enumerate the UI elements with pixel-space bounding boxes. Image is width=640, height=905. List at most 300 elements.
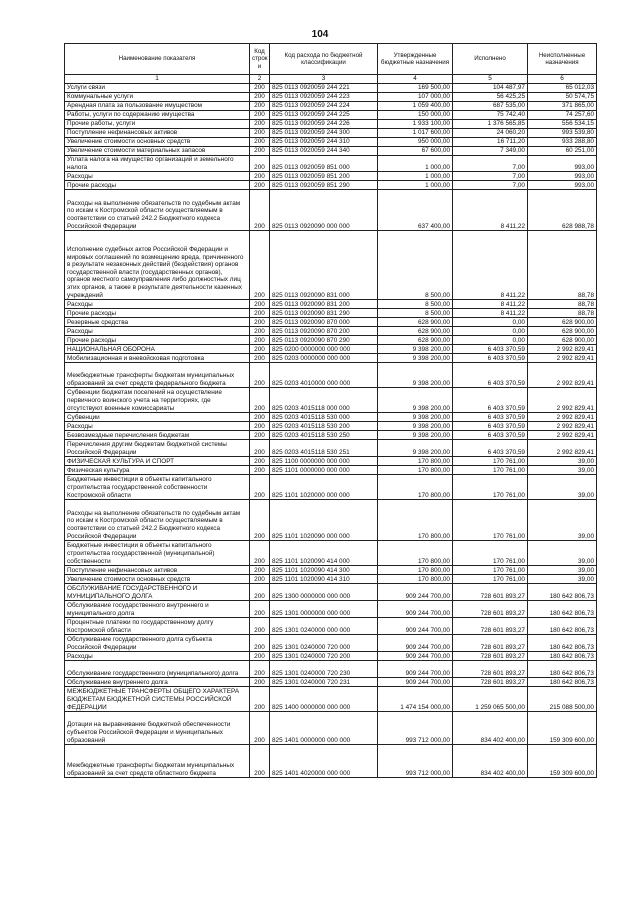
row-code: 200 [250, 156, 270, 172]
row-kbk: 825 1301 0240000 720 230 [270, 661, 378, 678]
row-kbk: 825 0113 0920090 831 000 [270, 231, 378, 300]
row-executed: 728 601 893,27 [453, 661, 528, 678]
table-row [65, 327, 597, 336]
row-name: Межбюджетные трансферты бюджетам муниципальных образований за счет средств федерального бюджета [65, 363, 250, 388]
row-code: 200 [250, 575, 270, 584]
row-unexecuted: 159 309 600,00 [528, 712, 597, 745]
row-code: 200 [250, 422, 270, 431]
row-approved: 909 244 700,00 [378, 618, 453, 635]
row-name: Мобилизационная и вневойсковая подготовка [65, 354, 250, 363]
row-unexecuted: 993,00 [528, 172, 597, 181]
row-approved: 1 000,00 [378, 172, 453, 181]
row-approved: 170 800,00 [378, 541, 453, 566]
header-kbk: Код расхода по бюджетной классификации [270, 44, 378, 75]
table-row [65, 745, 597, 778]
row-name: Обслуживание государственного долга субъекта Российской Федерации [65, 635, 250, 652]
row-approved: 909 244 700,00 [378, 601, 453, 618]
row-kbk: 825 0113 0920059 244 340 [270, 147, 378, 156]
row-executed: 6 403 370,59 [453, 345, 528, 354]
row-executed: 6 403 370,59 [453, 422, 528, 431]
row-name: Обслуживание государственного (муниципального) долга [65, 661, 250, 678]
row-name: Прочие расходы [65, 181, 250, 190]
row-approved: 1 474 154 000,00 [378, 687, 453, 712]
row-kbk: 825 0203 4015118 530 200 [270, 422, 378, 431]
table-row [65, 712, 597, 745]
row-name: Расходы [65, 652, 250, 661]
table-row [65, 422, 597, 431]
row-unexecuted: 2 992 829,41 [528, 363, 597, 388]
row-kbk: 825 1301 0000000 000 000 [270, 601, 378, 618]
row-code: 200 [250, 541, 270, 566]
row-unexecuted: 180 642 806,73 [528, 678, 597, 687]
row-code: 200 [250, 661, 270, 678]
row-code: 200 [250, 111, 270, 120]
row-name: Увеличение стоимости основных средств [65, 575, 250, 584]
table-row [65, 138, 597, 147]
row-executed: 728 601 893,27 [453, 618, 528, 635]
row-kbk: 825 0113 0920090 870 000 [270, 318, 378, 327]
budget-execution-table [64, 43, 597, 778]
row-executed: 728 601 893,27 [453, 635, 528, 652]
row-approved: 950 000,00 [378, 138, 453, 147]
table-row [65, 652, 597, 661]
row-approved: 170 800,00 [378, 500, 453, 541]
table-row [65, 363, 597, 388]
row-approved: 9 398 200,00 [378, 345, 453, 354]
table-row [65, 231, 597, 300]
row-executed: 728 601 893,27 [453, 584, 528, 601]
row-approved: 909 244 700,00 [378, 584, 453, 601]
row-kbk: 825 0113 0920090 831 200 [270, 300, 378, 309]
row-executed: 7,00 [453, 181, 528, 190]
header-row [65, 44, 597, 75]
row-name: Обслуживание внутреннего долга [65, 678, 250, 687]
table-row [65, 541, 597, 566]
row-approved: 8 500,00 [378, 231, 453, 300]
row-kbk: 825 0203 4015118 000 000 [270, 388, 378, 413]
row-approved: 1 059 400,00 [378, 102, 453, 111]
row-code: 200 [250, 413, 270, 422]
table-row [65, 388, 597, 413]
row-code: 200 [250, 678, 270, 687]
table-row [65, 618, 597, 635]
table-row [65, 84, 597, 93]
row-code: 200 [250, 172, 270, 181]
row-executed: 170 761,00 [453, 500, 528, 541]
row-kbk: 825 0113 0920090 831 290 [270, 309, 378, 318]
row-kbk: 825 0200 0000000 000 000 [270, 345, 378, 354]
row-kbk: 825 0113 0920059 244 310 [270, 138, 378, 147]
row-executed: 170 761,00 [453, 466, 528, 475]
row-unexecuted: 60 251,00 [528, 147, 597, 156]
column-number: 3 [270, 75, 378, 84]
row-approved: 9 398 200,00 [378, 388, 453, 413]
row-kbk: 825 1301 0240000 000 000 [270, 618, 378, 635]
row-code: 200 [250, 652, 270, 661]
row-code: 200 [250, 327, 270, 336]
row-name: Коммунальные услуги [65, 93, 250, 102]
row-approved: 628 900,00 [378, 336, 453, 345]
row-executed: 104 487,97 [453, 84, 528, 93]
row-name: Прочие расходы [65, 336, 250, 345]
table-row [65, 336, 597, 345]
row-executed: 7,00 [453, 156, 528, 172]
row-executed: 7,00 [453, 172, 528, 181]
row-approved: 909 244 700,00 [378, 661, 453, 678]
row-kbk: 825 0113 0920059 851 290 [270, 181, 378, 190]
row-executed: 75 742,40 [453, 111, 528, 120]
row-code: 200 [250, 566, 270, 575]
row-executed: 56 425,25 [453, 93, 528, 102]
row-name: Расходы [65, 327, 250, 336]
row-name: Увеличение стоимости материальных запасов [65, 147, 250, 156]
row-code: 200 [250, 190, 270, 231]
row-name: Поступление нефинансовых активов [65, 566, 250, 575]
row-kbk: 825 1101 1020000 000 000 [270, 475, 378, 500]
row-unexecuted: 2 992 829,41 [528, 388, 597, 413]
row-code: 200 [250, 120, 270, 129]
row-kbk: 825 0113 0920059 244 221 [270, 84, 378, 93]
row-approved: 170 800,00 [378, 575, 453, 584]
row-approved: 1 017 600,00 [378, 129, 453, 138]
row-unexecuted: 628 988,78 [528, 190, 597, 231]
row-code: 200 [250, 363, 270, 388]
row-kbk: 825 0203 4015118 530 251 [270, 440, 378, 457]
row-name: Исполнение судебных актов Российской Федерации и мировых соглашений по возмещению вреда, причиненного в результате незаконных действий (бездействия) органов государственной власти (государственных органов), органов местного самоуправления либо должностных лиц этих органов, а также в результате деятельности казенных учреждений [65, 231, 250, 300]
row-kbk: 825 1101 1020090 414 300 [270, 566, 378, 575]
row-executed: 170 761,00 [453, 566, 528, 575]
row-name: Увеличение стоимости основных средств [65, 138, 250, 147]
column-number: 4 [378, 75, 453, 84]
row-code: 200 [250, 475, 270, 500]
row-code: 200 [250, 457, 270, 466]
row-kbk: 825 0203 4015118 530 250 [270, 431, 378, 440]
row-name: Услуги связи [65, 84, 250, 93]
row-unexecuted: 180 642 806,73 [528, 618, 597, 635]
table-row [65, 440, 597, 457]
row-code: 200 [250, 84, 270, 93]
table-row [65, 102, 597, 111]
table-row [65, 678, 597, 687]
row-kbk: 825 1101 1020090 414 000 [270, 541, 378, 566]
row-name: ФИЗИЧЕСКАЯ КУЛЬТУРА И СПОРТ [65, 457, 250, 466]
row-name: Арендная плата за пользование имуществом [65, 102, 250, 111]
table-row [65, 661, 597, 678]
header-executed: Исполнено [453, 44, 528, 75]
row-code: 200 [250, 318, 270, 327]
table-row [65, 300, 597, 309]
row-executed: 728 601 893,27 [453, 601, 528, 618]
row-executed: 170 761,00 [453, 457, 528, 466]
row-unexecuted: 39,00 [528, 475, 597, 500]
row-code: 200 [250, 129, 270, 138]
row-name: Расходы на выполнение обязательств по судебным актам по искам к Костромской области осуществляемым в соответствии со статьей 242.2 Бюджетного кодекса Российской Федерации [65, 500, 250, 541]
row-unexecuted: 39,00 [528, 566, 597, 575]
row-unexecuted: 993,00 [528, 181, 597, 190]
row-executed: 0,00 [453, 327, 528, 336]
row-kbk: 825 0113 0920059 851 000 [270, 156, 378, 172]
row-unexecuted: 628 900,00 [528, 336, 597, 345]
row-unexecuted: 933 288,80 [528, 138, 597, 147]
row-approved: 107 000,00 [378, 93, 453, 102]
row-unexecuted: 88,78 [528, 309, 597, 318]
row-approved: 1 933 100,00 [378, 120, 453, 129]
row-code: 200 [250, 687, 270, 712]
row-unexecuted: 159 309 600,00 [528, 745, 597, 778]
row-unexecuted: 371 865,00 [528, 102, 597, 111]
row-executed: 7 349,00 [453, 147, 528, 156]
row-name: Резервные средства [65, 318, 250, 327]
row-executed: 6 403 370,59 [453, 431, 528, 440]
row-kbk: 825 0113 0920059 244 300 [270, 129, 378, 138]
row-code: 200 [250, 345, 270, 354]
row-kbk: 825 1101 0000000 000 000 [270, 466, 378, 475]
table-row [65, 345, 597, 354]
row-executed: 728 601 893,27 [453, 652, 528, 661]
row-unexecuted: 556 534,15 [528, 120, 597, 129]
row-code: 200 [250, 354, 270, 363]
row-approved: 67 600,00 [378, 147, 453, 156]
row-name: Межбюджетные трансферты бюджетам муниципальных образований за счет средств областного бюджета [65, 745, 250, 778]
row-executed: 170 761,00 [453, 475, 528, 500]
header-code: Код строк и [250, 44, 270, 75]
row-unexecuted: 39,00 [528, 500, 597, 541]
row-executed: 834 402 400,00 [453, 712, 528, 745]
row-code: 200 [250, 93, 270, 102]
table-row [65, 111, 597, 120]
row-approved: 909 244 700,00 [378, 678, 453, 687]
row-name: Бюджетные инвестиции в объекты капитального строительства государственной (муниципальной) собственности [65, 541, 250, 566]
row-kbk: 825 1301 0240000 720 231 [270, 678, 378, 687]
row-approved: 150 000,00 [378, 111, 453, 120]
row-code: 200 [250, 181, 270, 190]
header-name: Наименование показателя [65, 44, 250, 75]
row-name: МЕЖБЮДЖЕТНЫЕ ТРАНСФЕРТЫ ОБЩЕГО ХАРАКТЕРА БЮДЖЕТАМ БЮДЖЕТНОЙ СИСТЕМЫ РОССИЙСКОЙ ФЕДЕРАЦИИ [65, 687, 250, 712]
row-name: Прочие работы, услуги [65, 120, 250, 129]
row-name: Уплата налога на имущество организаций и земельного налога [65, 156, 250, 172]
table-row [65, 156, 597, 172]
row-name: Расходы [65, 172, 250, 181]
row-code: 200 [250, 309, 270, 318]
table-row [65, 601, 597, 618]
row-unexecuted: 74 257,60 [528, 111, 597, 120]
table-row [65, 354, 597, 363]
row-approved: 9 398 200,00 [378, 431, 453, 440]
row-kbk: 825 1100 0000000 000 000 [270, 457, 378, 466]
row-executed: 1 259 065 500,00 [453, 687, 528, 712]
row-kbk: 825 0203 0000000 000 000 [270, 354, 378, 363]
column-number: 5 [453, 75, 528, 84]
row-executed: 6 403 370,59 [453, 354, 528, 363]
table-row [65, 93, 597, 102]
row-executed: 687 535,00 [453, 102, 528, 111]
row-code: 200 [250, 500, 270, 541]
row-approved: 1 000,00 [378, 181, 453, 190]
row-executed: 6 403 370,59 [453, 388, 528, 413]
row-approved: 9 398 200,00 [378, 440, 453, 457]
row-kbk: 825 0113 0920059 244 226 [270, 120, 378, 129]
table-row [65, 190, 597, 231]
row-name: ОБСЛУЖИВАНИЕ ГОСУДАРСТВЕННОГО И МУНИЦИПАЛЬНОГО ДОЛГА [65, 584, 250, 601]
row-unexecuted: 39,00 [528, 541, 597, 566]
row-name: Прочие расходы [65, 309, 250, 318]
row-code: 200 [250, 231, 270, 300]
row-unexecuted: 2 992 829,41 [528, 345, 597, 354]
row-kbk: 825 0113 0920059 851 200 [270, 172, 378, 181]
row-unexecuted: 39,00 [528, 466, 597, 475]
row-unexecuted: 39,00 [528, 575, 597, 584]
table-row [65, 566, 597, 575]
table-row [65, 500, 597, 541]
row-unexecuted: 39,00 [528, 457, 597, 466]
table-row [65, 120, 597, 129]
table-row [65, 172, 597, 181]
row-kbk: 825 1101 1020090 000 000 [270, 500, 378, 541]
row-approved: 909 244 700,00 [378, 635, 453, 652]
row-approved: 637 400,00 [378, 190, 453, 231]
row-unexecuted: 180 642 806,73 [528, 661, 597, 678]
row-code: 200 [250, 138, 270, 147]
row-executed: 6 403 370,59 [453, 363, 528, 388]
page-number: 104 [311, 29, 329, 40]
row-name: НАЦИОНАЛЬНАЯ ОБОРОНА [65, 345, 250, 354]
row-executed: 8 411,22 [453, 190, 528, 231]
table-row [65, 309, 597, 318]
column-number: 1 [65, 75, 250, 84]
row-name: Безвозмездные перечисления бюджетам [65, 431, 250, 440]
column-number-row [65, 75, 597, 84]
row-unexecuted: 993,00 [528, 156, 597, 172]
table-row [65, 466, 597, 475]
row-unexecuted: 180 642 806,73 [528, 601, 597, 618]
row-code: 200 [250, 300, 270, 309]
row-kbk: 825 1400 0000000 000 000 [270, 687, 378, 712]
row-approved: 9 398 200,00 [378, 422, 453, 431]
row-kbk: 825 1101 1020090 414 310 [270, 575, 378, 584]
row-kbk: 825 1401 0000000 000 000 [270, 712, 378, 745]
column-number: 6 [528, 75, 597, 84]
row-unexecuted: 628 900,00 [528, 318, 597, 327]
row-unexecuted: 50 574,75 [528, 93, 597, 102]
row-name: Бюджетные инвестиции в объекты капитального строительства государственной собственности Костромской области [65, 475, 250, 500]
row-unexecuted: 215 088 500,00 [528, 687, 597, 712]
row-code: 200 [250, 584, 270, 601]
row-executed: 728 601 893,27 [453, 678, 528, 687]
row-name: Субвенции [65, 413, 250, 422]
row-approved: 628 900,00 [378, 327, 453, 336]
row-kbk: 825 0203 4015118 530 000 [270, 413, 378, 422]
row-kbk: 825 0113 0920090 870 290 [270, 336, 378, 345]
row-approved: 993 712 000,00 [378, 712, 453, 745]
row-approved: 170 800,00 [378, 457, 453, 466]
row-unexecuted: 628 900,00 [528, 327, 597, 336]
row-name: Дотации на выравнивание бюджетной обеспеченности субъектов Российской Федерации и муниципальных образований [65, 712, 250, 745]
row-executed: 8 411,22 [453, 300, 528, 309]
row-approved: 993 712 000,00 [378, 745, 453, 778]
row-approved: 8 500,00 [378, 300, 453, 309]
table-row [65, 413, 597, 422]
row-unexecuted: 2 992 829,41 [528, 440, 597, 457]
row-approved: 628 900,00 [378, 318, 453, 327]
row-kbk: 825 0113 0920059 244 224 [270, 102, 378, 111]
row-kbk: 825 1301 0240000 720 200 [270, 652, 378, 661]
row-approved: 9 398 200,00 [378, 354, 453, 363]
row-executed: 16 711,20 [453, 138, 528, 147]
row-executed: 6 403 370,59 [453, 440, 528, 457]
table-row [65, 575, 597, 584]
row-kbk: 825 0113 0920090 870 200 [270, 327, 378, 336]
row-name: Работы, услуги по содержанию имущества [65, 111, 250, 120]
row-unexecuted: 2 992 829,41 [528, 413, 597, 422]
row-executed: 24 060,20 [453, 129, 528, 138]
row-executed: 834 402 400,00 [453, 745, 528, 778]
table-row [65, 147, 597, 156]
row-name: Поступление нефинансовых активов [65, 129, 250, 138]
header-unexecuted: Неисполненные назначения [528, 44, 597, 75]
row-executed: 170 761,00 [453, 575, 528, 584]
row-kbk: 825 0203 4010000 000 000 [270, 363, 378, 388]
row-code: 200 [250, 102, 270, 111]
row-approved: 169 500,00 [378, 84, 453, 93]
row-code: 200 [250, 147, 270, 156]
row-executed: 8 411,22 [453, 231, 528, 300]
row-name: Расходы [65, 300, 250, 309]
row-code: 200 [250, 618, 270, 635]
row-unexecuted: 180 642 806,73 [528, 652, 597, 661]
table-row [65, 431, 597, 440]
table-row [65, 584, 597, 601]
table-row [65, 475, 597, 500]
row-approved: 9 398 200,00 [378, 363, 453, 388]
row-unexecuted: 180 642 806,73 [528, 635, 597, 652]
row-code: 200 [250, 601, 270, 618]
row-unexecuted: 2 992 829,41 [528, 354, 597, 363]
table-row [65, 181, 597, 190]
table-row [65, 318, 597, 327]
row-executed: 8 411,22 [453, 309, 528, 318]
row-kbk: 825 1301 0240000 720 000 [270, 635, 378, 652]
row-approved: 170 800,00 [378, 475, 453, 500]
row-name: Обслуживание государственного внутреннего и муниципального долга [65, 601, 250, 618]
table-row [65, 687, 597, 712]
row-code: 200 [250, 440, 270, 457]
row-code: 200 [250, 745, 270, 778]
row-executed: 6 403 370,59 [453, 413, 528, 422]
header-approved: Утвержденные бюджетные назначения [378, 44, 453, 75]
row-name: Процентные платежи по государственному долгу Костромской области [65, 618, 250, 635]
row-approved: 909 244 700,00 [378, 652, 453, 661]
row-kbk: 825 0113 0920059 244 225 [270, 111, 378, 120]
row-executed: 0,00 [453, 336, 528, 345]
row-unexecuted: 88,78 [528, 231, 597, 300]
row-unexecuted: 180 642 806,73 [528, 584, 597, 601]
row-code: 200 [250, 388, 270, 413]
row-code: 200 [250, 336, 270, 345]
row-unexecuted: 993 539,80 [528, 129, 597, 138]
row-executed: 170 761,00 [453, 541, 528, 566]
row-unexecuted: 2 992 829,41 [528, 422, 597, 431]
row-approved: 170 800,00 [378, 466, 453, 475]
row-approved: 1 000,00 [378, 156, 453, 172]
table-row [65, 457, 597, 466]
row-approved: 9 398 200,00 [378, 413, 453, 422]
row-executed: 0,00 [453, 318, 528, 327]
row-unexecuted: 88,78 [528, 300, 597, 309]
row-kbk: 825 1401 4020000 000 000 [270, 745, 378, 778]
row-code: 200 [250, 431, 270, 440]
row-kbk: 825 0113 0920059 244 223 [270, 93, 378, 102]
row-approved: 8 500,00 [378, 309, 453, 318]
